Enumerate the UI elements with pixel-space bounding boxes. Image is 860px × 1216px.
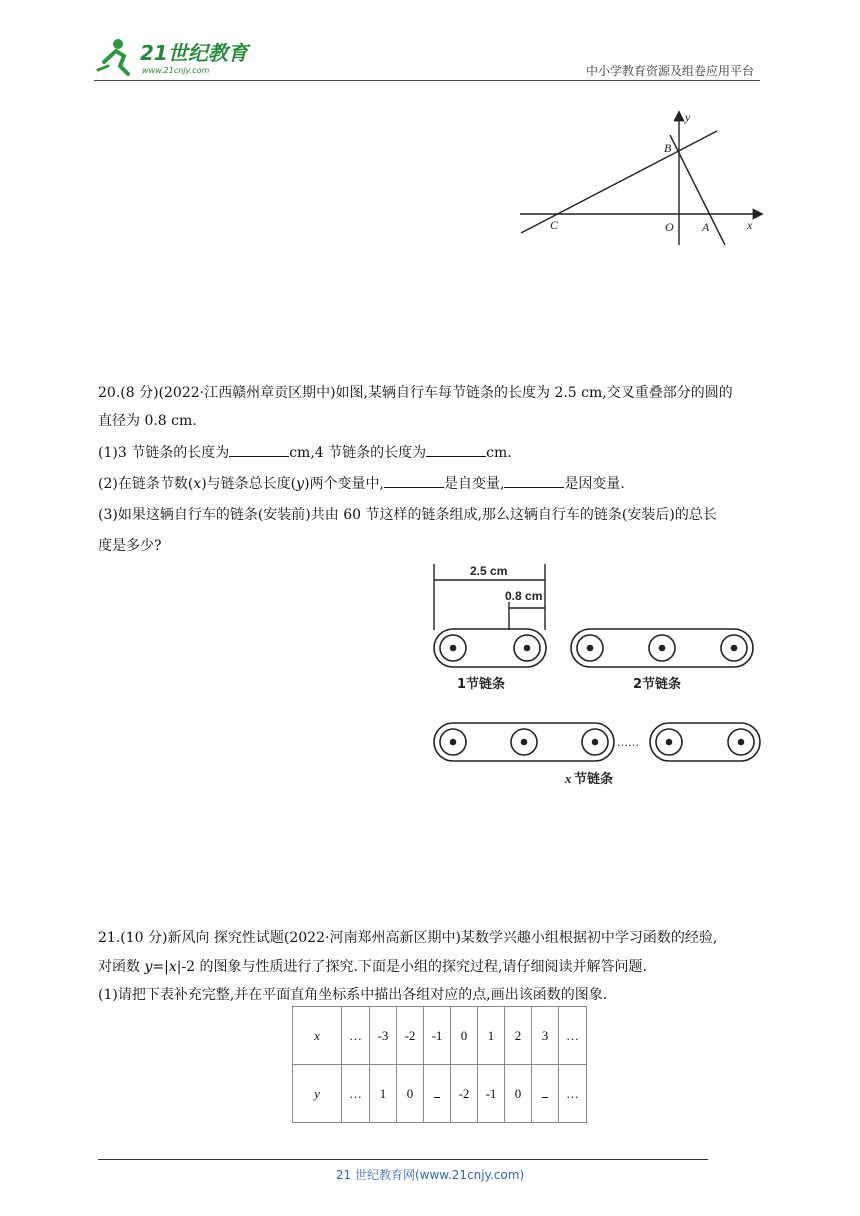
label-c: C xyxy=(550,218,559,232)
site-logo xyxy=(94,36,264,78)
label-o: O xyxy=(665,220,674,234)
label-x-var: x xyxy=(565,771,572,786)
table-row-x: x … -3 -2 -1 0 1 2 3 … xyxy=(293,1007,587,1065)
q20-part3-line1: (3)如果这辆自行车的链条(安装前)共由 60 节这样的链条组成,那么这辆自行车的链条(安装后)的总长 xyxy=(98,507,717,523)
chain-x-links xyxy=(434,723,760,761)
q21-stem-line2: 对函数 y=|x|-2 的图象与性质进行了探究.下面是小组的探究过程,请仔细阅读并解答问题. xyxy=(98,959,647,975)
function-value-table xyxy=(292,1006,587,1123)
table-blank-cell xyxy=(424,1065,451,1123)
x-header: x xyxy=(293,1007,342,1065)
header-divider xyxy=(94,80,760,81)
chain-figure xyxy=(425,560,770,792)
line-ab xyxy=(670,135,725,245)
y-header: y xyxy=(293,1065,342,1123)
answer-blank xyxy=(384,473,444,488)
footer-link[interactable]: 21 世纪教育网(www.21cnjy.com) xyxy=(335,1168,525,1182)
logo-url: www.21cnjy.com xyxy=(142,66,210,75)
coordinate-graph xyxy=(515,105,770,250)
label-2-links: 2节链条 xyxy=(633,677,682,692)
q21-part1: (1)请把下表补充完整,并在平面直角坐标系中描出各组对应的点,画出该函数的图象. xyxy=(98,987,608,1003)
q20-part1: (1)3 节链条的长度为 cm,4 节链条的长度为 cm. xyxy=(98,442,512,463)
label-x: x xyxy=(747,218,753,232)
q20-part2: (2)在链条节数(x)与链条总长度(y)两个变量中, 是自变量, 是因变量. xyxy=(98,473,625,494)
label-a: A xyxy=(702,220,710,234)
dim-total: 2.5 cm xyxy=(470,564,508,578)
dim-overlap: 0.8 cm xyxy=(505,589,543,603)
label-y: y xyxy=(685,110,691,124)
q21-stem-line1: 21.(10 分)新风向 探究性试题(2022·河南郑州高新区期中)某数学兴趣小组根据初中学习函数的经验, xyxy=(98,930,718,946)
label-x-links: 节链条 xyxy=(574,772,614,787)
q20-stem-line2: 直径为 0.8 cm. xyxy=(98,413,197,429)
label-b: B xyxy=(664,141,672,155)
answer-blank xyxy=(504,473,564,488)
footer-divider xyxy=(98,1159,708,1160)
header-platform-text: 中小学教育资源及组卷应用平台 xyxy=(585,64,754,78)
chain-2-links xyxy=(571,629,753,667)
chain-1-link xyxy=(434,629,546,667)
table-row-y: y … 1 0 -2 -1 0 … xyxy=(293,1065,587,1123)
chain-ellipsis: …… xyxy=(617,736,639,749)
q20-stem-line1: 20.(8 分)(2022·江西赣州章贡区期中)如图,某辆自行车每节链条的长度为 2.5 cm,交叉重叠部分的圆的 xyxy=(98,385,733,401)
answer-blank xyxy=(229,442,289,457)
logo-text: 21世纪教育 xyxy=(140,41,248,65)
table-blank-cell xyxy=(532,1065,559,1123)
label-1-link: 1节链条 xyxy=(457,677,506,692)
answer-blank xyxy=(426,442,486,457)
q20-part3-line2: 度是多少? xyxy=(98,538,162,554)
